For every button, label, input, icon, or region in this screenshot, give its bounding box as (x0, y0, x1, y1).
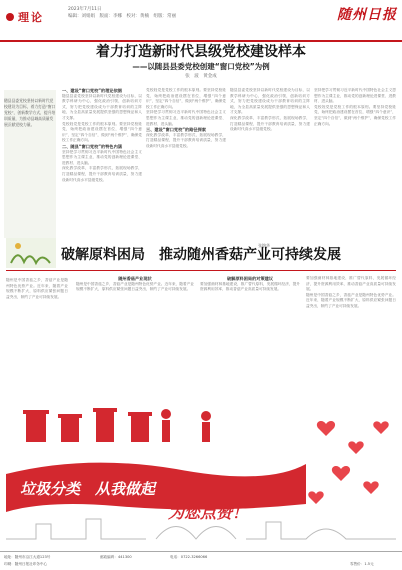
article2-para-a3: 随州是中国香菇之乡，香菇产业是随州特色优势产业。近年来，随着产业规模不断扩大，原料供应紧张问题日益突出，制约了产业可持续发展。 (306, 292, 396, 308)
article2-para-a: 随州是中国香菇之乡，香菇产业是随州特色优势产业。近年来，随着产业规模不断扩大，原料供应紧张问题日益突出，制约了产业可持续发展。 (6, 278, 68, 299)
article2-para-b2: 要加强菌材林基地建设，推广替代原料，发展循环经济，提升资源利用效率，推动香菇产业高质量可持续发展。 (306, 276, 396, 292)
article1-col3-para: 随县县委党校坚持以新时代党校建设为目标，以教学科研为中心，强化政治引领，创新培训方式，努力把党校建设成为干部教育培训的主阵地，为全县高质量发展提供坚强的思想保证和人才支撑。 (230, 88, 310, 115)
article1-subtitle: ——以随县县委党校创建“窗口党校”为例 (132, 62, 270, 71)
article1-col4-para2: 党校姓党是党校工作的根本原则。要坚持党校姓党，始终把政治建设摆在首位，增强“四个意识”，坚定“四个自信”，做到“两个维护”，确保党校工作正确方向。 (314, 104, 396, 126)
footer-price: 零售价：1.5元 (350, 562, 374, 566)
article2-byline: 张锦华 (258, 243, 270, 248)
article1-section3: 三、建设“窗口党校”的路径探索 (146, 127, 206, 133)
section-badge-icon (6, 13, 14, 21)
article2-section2: 破解原料困局的对策建议 (226, 276, 274, 281)
article2-col1 (6, 278, 68, 300)
article2-para-b: 要加强菌材林基地建设，推广替代原料，发展循环经济，提升资源利用效率，推动香菇产业高质量可持续发展。 (200, 281, 300, 292)
article1-col3 (230, 88, 310, 133)
article1-section1: 一、建设“窗口党校”的理论依据 (62, 88, 122, 93)
footer (0, 551, 402, 570)
poster-slogan-line2: 为您点赞！ (168, 503, 249, 522)
article2-col4 (306, 276, 396, 310)
article1-byline: 张 波 黄金成 (185, 74, 217, 79)
footer-phone: 电话：0722-3266066 (170, 555, 208, 559)
issue-date: 2023年7月11日 (68, 7, 102, 12)
article2-section1: 随州香菇产业现状 (118, 276, 152, 281)
article1-para-b: 党校姓党是党校工作的根本原则。要坚持党校姓党，始终把政治建设摆在首位，增强“四个意识”，坚定“四个自信”，做到“两个维护”，确保党校工作正确方向。 (62, 121, 142, 143)
article1-col4 (314, 88, 396, 127)
article1-col1 (62, 88, 142, 183)
article1-col2 (146, 88, 226, 150)
article2-col3 (200, 276, 300, 293)
article2-title: 破解原料困局 推动随州香菇产业可持续发展 (61, 247, 341, 263)
article1-col2-para: 党校姓党是党校工作的根本原则。要坚持党校姓党，始终把政治建设摆在首位，增强“四个意识”，坚定“四个自信”，做到“两个维护”，确保党校工作正确方向。 (146, 88, 226, 109)
sidebar-text: 随县县委党校坚持以新时代党校建设为目标，着力打造“窗口党校”，创新教学方式，提升培训质量，为推动县域高质量发展贡献党校力量。 (4, 98, 56, 127)
footer-address: 地址：随州市沿江大道123号 (4, 555, 51, 559)
article1-section2: 二、随县“窗口党校”的特色内涵 (62, 143, 122, 149)
article1-title: 着力打造新时代县级党校建设样本 (96, 44, 306, 60)
article1-para-d: 深化教学改革，丰富教学形式，拓展现场教学，打造精品课程，提升干部教育培训质量，努力建设新时代高水平县级党校。 (62, 166, 142, 182)
editor-line: 编辑：刘娟娟 版面：李娜 校对：黄楠 组版：常丽 (68, 14, 176, 19)
divider (6, 270, 396, 271)
article1-para-c: 坚持把学习贯彻习近平新时代中国特色社会主义思想作为主课主业，推动党的创新理论进课堂、进教材、进头脑。 (62, 149, 142, 165)
article1-col3-para2: 深化教学改革，丰富教学形式，拓展现场教学，打造精品课程，提升干部教育培训质量，努力建设新时代高水平县级党校。 (230, 115, 310, 132)
footer-print: 印刷：随州日报社印务中心 (4, 562, 48, 566)
footer-post: 邮政编码：441300 (100, 555, 132, 559)
poster-slogan-line1: 垃圾分类 从我做起 (20, 480, 156, 498)
masthead: 随州日报 (337, 7, 397, 23)
article2-col2 (76, 276, 194, 293)
section-title: 理论 (18, 11, 44, 24)
article1-col2-para3: 深化教学改革，丰富教学形式，拓展现场教学，打造精品课程，提升干部教育培训质量，努力建设新时代高水平县级党校。 (146, 132, 226, 148)
article1-para-a: 随县县委党校坚持以新时代党校建设为目标，以教学科研为中心，强化政治引领，创新培训方式，努力把党校建设成为干部教育培训的主阵地，为全县高质量发展提供坚强的思想保证和人才支撑。 (62, 93, 142, 120)
article1-col2-para2: 坚持把学习贯彻习近平新时代中国特色社会主义思想作为主课主业，推动党的创新理论进课堂、进教材、进头脑。 (146, 110, 226, 126)
article1-col4-para: 坚持把学习贯彻习近平新时代中国特色社会主义思想作为主课主业，推动党的创新理论进课堂、进教材、进头脑。 (314, 88, 396, 104)
article2-para-a2: 随州是中国香菇之乡，香菇产业是随州特色优势产业。近年来，随着产业规模不断扩大，原料供应紧张问题日益突出，制约了产业可持续发展。 (76, 281, 194, 292)
garbage-sorting-poster (6, 394, 396, 546)
